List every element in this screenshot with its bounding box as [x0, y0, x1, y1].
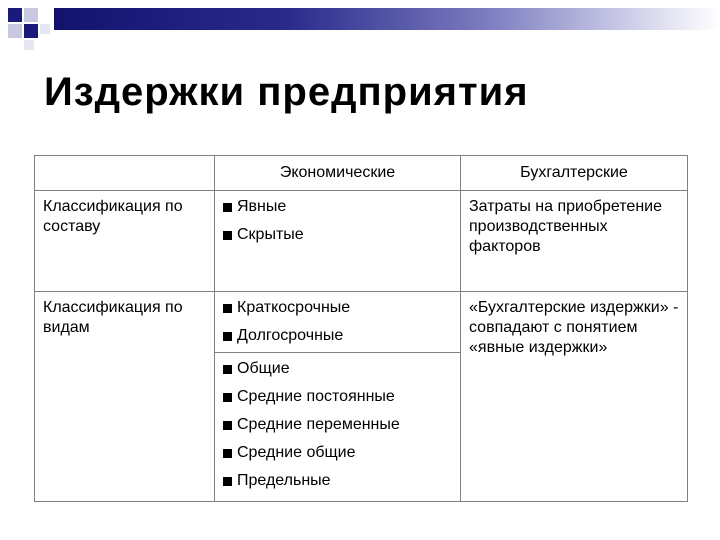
- list-item: Предельные: [223, 471, 452, 491]
- header-cell-economic: Экономические: [215, 156, 461, 191]
- slide-title: Издержки предприятия: [44, 70, 529, 114]
- square-bullet-icon: [223, 393, 232, 402]
- header-cell-empty: [35, 156, 215, 191]
- decor-square: [24, 24, 38, 38]
- decor-square: [8, 24, 22, 38]
- decor-square: [24, 40, 34, 50]
- list-item: Явные: [223, 197, 452, 217]
- list-item: Средние постоянные: [223, 387, 452, 407]
- header-gradient-bar: [54, 8, 720, 30]
- bullet-list: [223, 298, 452, 346]
- square-bullet-icon: [223, 477, 232, 486]
- decor-square: [40, 24, 50, 34]
- square-bullet-icon: [223, 304, 232, 313]
- table-row: [35, 191, 688, 292]
- square-bullet-icon: [223, 365, 232, 374]
- accounting-cell: «Бухгалтерские издержки» - совпадают с понятием «явные издержки»: [461, 292, 688, 502]
- square-bullet-icon: [223, 421, 232, 430]
- square-bullet-icon: [223, 231, 232, 240]
- header-cell-accounting: Бухгалтерские: [461, 156, 688, 191]
- row-label: Классификация по составу: [35, 191, 215, 292]
- list-item: Долгосрочные: [223, 326, 452, 346]
- bullet-list: [223, 197, 452, 245]
- economic-cell: [215, 353, 461, 502]
- bullet-list: [223, 359, 452, 491]
- table-header-row: [35, 156, 688, 191]
- square-bullet-icon: [223, 203, 232, 212]
- row-label: Классификация по видам: [35, 292, 215, 502]
- economic-cell: [215, 191, 461, 292]
- list-item: Общие: [223, 359, 452, 379]
- list-item: Средние переменные: [223, 415, 452, 435]
- table-row: [35, 292, 688, 353]
- economic-cell: [215, 292, 461, 353]
- list-item: Средние общие: [223, 443, 452, 463]
- accounting-cell: Затраты на приобретение производственных факторов: [461, 191, 688, 292]
- list-item: Скрытые: [223, 225, 452, 245]
- cost-table: [34, 155, 688, 502]
- square-bullet-icon: [223, 332, 232, 341]
- square-bullet-icon: [223, 449, 232, 458]
- decor-square: [8, 8, 22, 22]
- list-item: Краткосрочные: [223, 298, 452, 318]
- decor-square: [24, 8, 38, 22]
